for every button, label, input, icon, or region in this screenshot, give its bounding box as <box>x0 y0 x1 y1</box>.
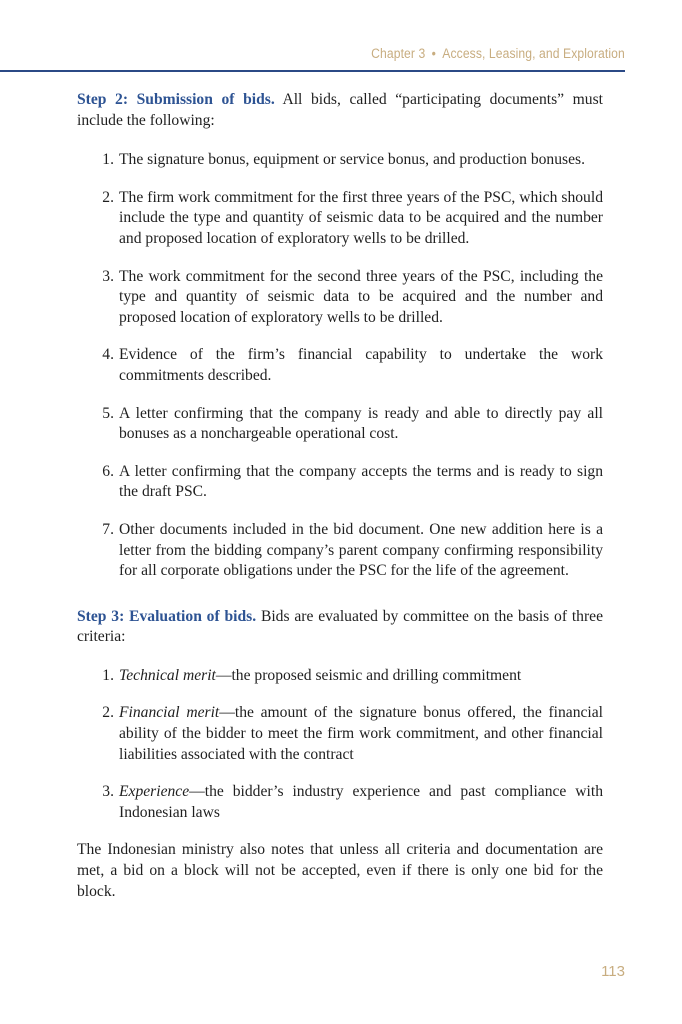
item-number: 7. <box>102 520 114 538</box>
step2-label: Step 2: Submission of bids. <box>77 91 275 108</box>
page-body <box>77 90 603 902</box>
step2-list <box>77 150 603 582</box>
item-number: 3. <box>102 783 114 801</box>
criterion-term: Technical merit <box>119 666 216 684</box>
item-number: 2. <box>102 188 114 206</box>
chapter-label: Chapter 3 <box>371 46 426 61</box>
list-item <box>77 188 603 250</box>
item-text: Other documents included in the bid document. One new addition here is a letter from the bidding company’s parent company confirming responsibility for all corporate obligations under the PSC for the life of the agreement. <box>119 520 603 580</box>
item-number: 1. <box>102 151 114 169</box>
list-item <box>77 520 603 582</box>
running-header <box>371 46 625 61</box>
step3-paragraph <box>77 607 603 648</box>
item-number: 5. <box>102 404 114 422</box>
item-text: A letter confirming that the company is ready and able to directly pay all bonuses as a nonchargeable operational cost. <box>119 404 603 443</box>
header-bullet: • <box>431 46 437 61</box>
list-item <box>77 267 603 329</box>
list-item <box>77 345 603 386</box>
list-item <box>77 703 603 765</box>
item-text: Evidence of the firm’s financial capability to undertake the work commitments described. <box>119 346 603 384</box>
item-text: —the bidder’s industry experience and past compliance with Indonesian laws <box>119 783 603 821</box>
item-number: 2. <box>102 704 114 722</box>
step3-intro: Bids are evaluated by committee on the basis of three criteria: <box>77 607 604 646</box>
item-number: 3. <box>102 267 114 285</box>
criterion-term: Financial merit <box>119 704 220 722</box>
page-number: 113 <box>601 963 625 980</box>
item-number: 4. <box>102 346 114 364</box>
step3-label: Step 3: Evaluation of bids. <box>77 607 257 625</box>
list-item <box>77 150 603 171</box>
list-item <box>77 404 603 445</box>
list-item <box>77 462 603 503</box>
item-number: 1. <box>102 666 114 684</box>
item-text: A letter confirming that the company accepts the terms and is ready to sign the draft PSC. <box>119 462 603 501</box>
step3-list <box>77 666 603 824</box>
item-text: —the proposed seismic and drilling commitment <box>215 666 522 684</box>
header-rule <box>0 70 625 72</box>
closing-paragraph: The Indonesian ministry also notes that unless all criteria and documentation are met, a bid on a block will not be accepted, even if there is only one bid for the block. <box>77 841 603 900</box>
item-text: The firm work commitment for the first three years of the PSC, which should include the type and quantity of seismic data to be acquired and the number and proposed location of exploratory wells to be drilled. <box>119 188 603 247</box>
item-text: —the amount of the signature bonus offered, the financial ability of the bidder to meet the firm work commitment, and other financial liabilities associated with the contract <box>119 704 604 763</box>
criterion-term: Experience <box>119 783 190 801</box>
section-title: Access, Leasing, and Exploration <box>442 46 625 61</box>
step2-intro: All bids, called “participating documents” must include the following: <box>77 91 603 129</box>
item-number: 6. <box>102 462 114 480</box>
list-item <box>77 782 603 823</box>
item-text: The work commitment for the second three years of the PSC, including the type and quantity of seismic data to be acquired and the number and proposed location of exploratory wells to be drilled. <box>119 267 603 326</box>
list-item <box>77 666 603 687</box>
step2-paragraph <box>77 90 603 131</box>
item-text: The signature bonus, equipment or service bonus, and production bonuses. <box>119 151 585 169</box>
